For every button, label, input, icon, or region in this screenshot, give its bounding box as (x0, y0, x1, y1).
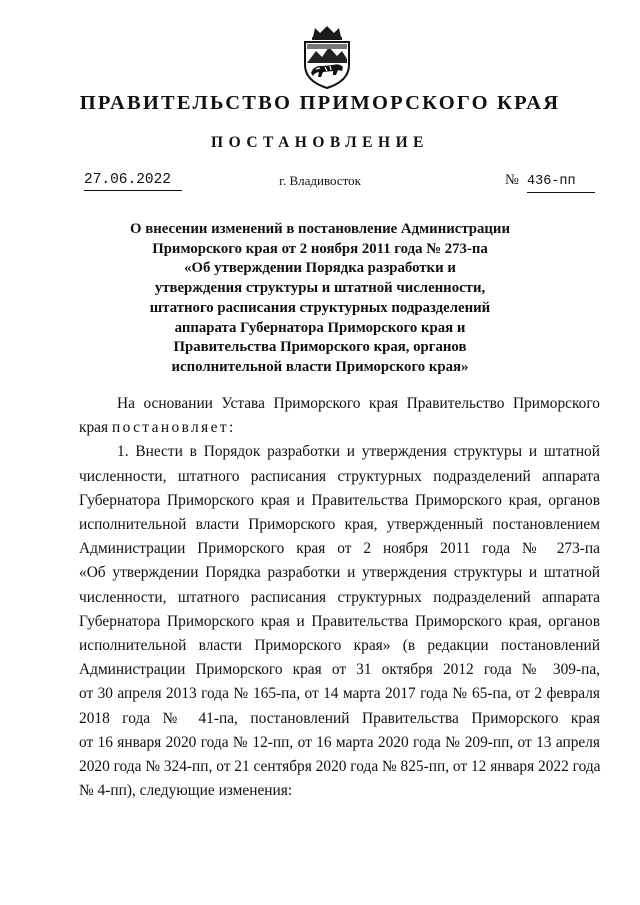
subject-line: исполнительной власти Приморского края» (171, 358, 469, 375)
coat-of-arms-emblem (296, 25, 358, 89)
paragraph-line: 2020 года № 324-пп, от 21 сентября 2020 года № 825-пп, от 12 января 2022 года (79, 758, 601, 776)
paragraph-line: от 16 января 2020 года № 12-пп, от 16 марта 2020 года № 209-пп, от 13 апреля (79, 733, 600, 751)
organization-title: ПРАВИТЕЛЬСТВО ПРИМОРСКОГО КРАЯ (79, 92, 561, 114)
subject-line: Правительства Приморского края, органов (173, 339, 467, 356)
subject-line: «Об утверждении Порядка разработки и (184, 260, 456, 277)
paragraph-line: исполнительной власти Приморского края» (в редакции постановлений (79, 637, 600, 655)
document-body (79, 392, 600, 803)
paragraph-line: № 4-пп), следующие изменения: (79, 782, 293, 800)
document-number-block (505, 170, 595, 193)
paragraph-line: «Об утверждении Порядка разработки и утверждения структуры и штатной (79, 564, 600, 582)
subject-line: О внесении изменений в постановление Администрации (130, 221, 510, 237)
paragraph-line: Губернатора Приморского края и Правительства Приморского края, органов (79, 491, 600, 509)
paragraph-line: Губернатора Приморского края и Правительства Приморского края, органов (79, 612, 600, 630)
document-type: ПОСТАНОВЛЕНИЕ (211, 134, 429, 151)
document-city: г. Владивосток (279, 173, 361, 188)
paragraph-line: 2018 года № 41-па, постановлений Правительства Приморского края (79, 709, 600, 727)
paragraph-line: численности, штатного расписания структурных подразделений аппарата (79, 467, 600, 485)
paragraph-line: 1. Внести в Порядок разработки и утверждения структуры и штатной (117, 443, 600, 461)
document-subject (100, 220, 540, 378)
preamble-line: На основании Устава Приморского края Правительство Приморского (117, 395, 600, 412)
paragraph-line: Администрации Приморского края от 31 октября 2012 года № 309-па, (79, 661, 600, 679)
subject-line: Приморского края от 2 ноября 2011 года № 273-па (152, 240, 488, 257)
number-sign: № (505, 172, 519, 188)
subject-line: утверждения структуры и штатной численности, (154, 280, 486, 297)
preamble-text: края (79, 419, 109, 437)
document-number: 436-пп (527, 172, 595, 193)
document-date: 27.06.2022 (84, 170, 182, 191)
preamble-line (79, 416, 600, 440)
subject-line: аппарата Губернатора Приморского края и (174, 319, 466, 336)
paragraph-line: от 30 апреля 2013 года № 165-па, от 14 марта 2017 года № 65-па, от 2 февраля (79, 685, 600, 703)
paragraph-line: исполнительной власти Приморского края, утвержденный постановлением (79, 516, 600, 534)
subject-line: штатного расписания структурных подразделений (149, 299, 491, 316)
paragraph-line: численности, штатного расписания структурных подразделений аппарата (79, 588, 600, 606)
resolution-word: постановляет: (111, 419, 236, 437)
paragraph-line: Администрации Приморского края от 2 ноября 2011 года № 273-па (79, 540, 600, 558)
